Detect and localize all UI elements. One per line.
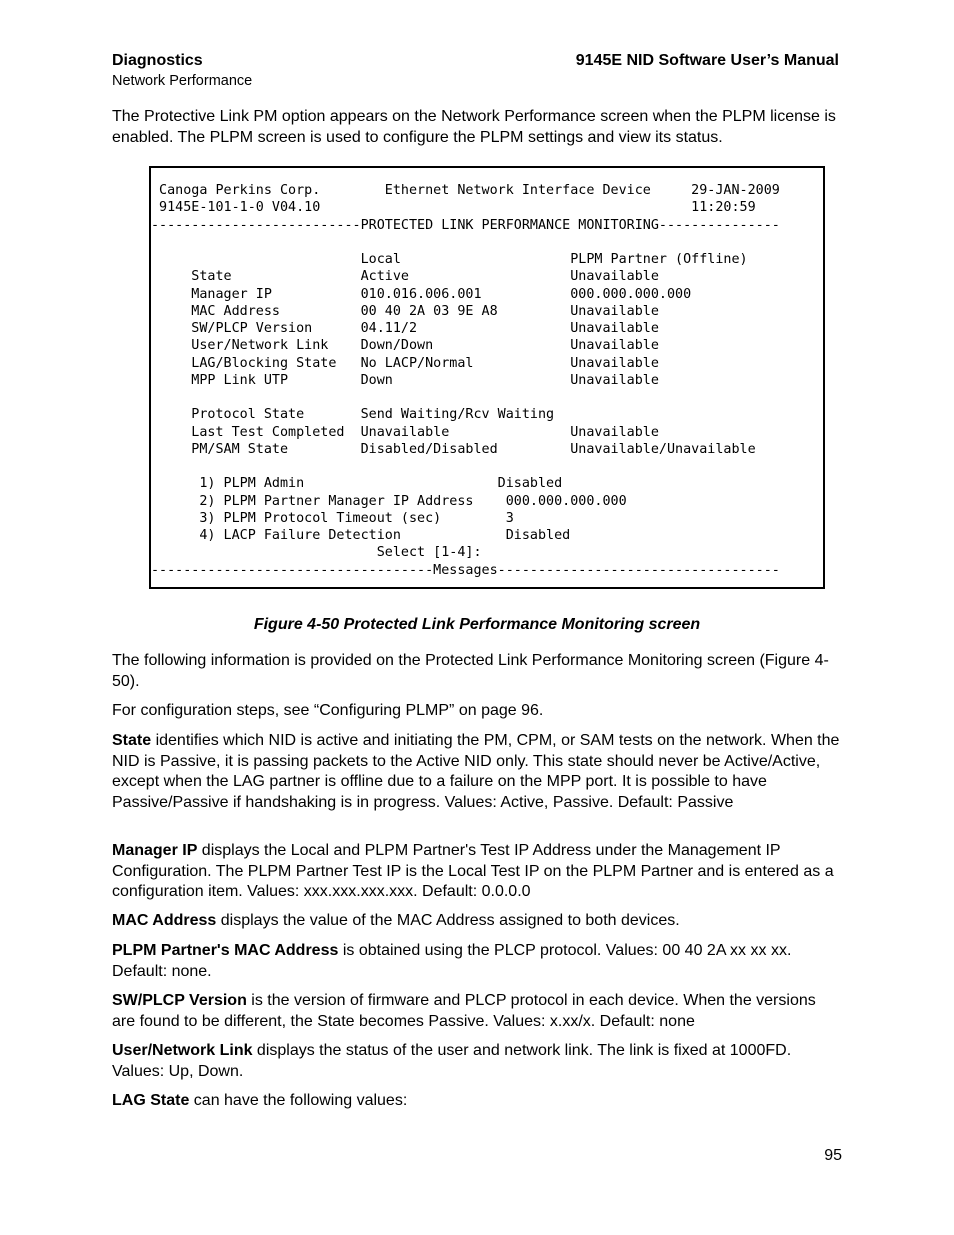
partner-mac-paragraph <box>112 941 842 982</box>
sw-plcp-description: is the version of firmware and PLCP protocol in each device. When the versions are found to be different, the State becomes Passive. Values: x.xx/x. Default: none <box>112 992 816 1030</box>
terminal-line <box>151 458 780 475</box>
terminal-text <box>151 182 780 579</box>
terminal-line: Protocol State Send Waiting/Rcv Waiting <box>151 407 555 423</box>
terminal-line: --------------------------PROTECTED LINK PERFORMANCE MONITORING--------------- <box>151 217 780 233</box>
page-header-section: Diagnostics <box>112 52 203 69</box>
manager-ip-paragraph <box>112 841 842 903</box>
terminal-line: SW/PLCP Version 04.11/2 Unavailable <box>151 321 659 336</box>
link-term: User/Network Link <box>112 1042 253 1059</box>
mac-address-paragraph <box>112 911 842 932</box>
terminal-line: 3) PLPM Protocol Timeout (sec) 3 <box>151 510 514 526</box>
manager-ip-description: displays the Local and PLPM Partner's Test IP Address under the Management IP Configuration. The PLPM Partner Test IP is the Local Test IP on the PLPM Partner and is entered as a configuration item. Values: xxx.xxx.xxx.xxx. Default: 0.0.0.0 <box>112 842 834 900</box>
figure-caption: Figure 4-50 Protected Link Performance Monitoring screen <box>253 616 701 633</box>
state-description: identifies which NID is active and initiating the PM, CPM, or SAM tests on the network. When the NID is Passive, it is passing packets to the Active NID only. This state should never be Active/Active, except when the LAG partner is offline due to a failure on the MPP port. It is possible to have Passive/Passive if handshaking is in progress. Values: Active, Passive. Default: Passive <box>112 732 840 811</box>
terminal-line: State Active Unavailable <box>151 269 659 285</box>
terminal-line: Canoga Perkins Corp. Ethernet Network Interface Device 29-JAN-2009 <box>151 183 780 198</box>
page-header-manual-title: 9145E NID Software User’s Manual <box>575 52 839 69</box>
partner-mac-term: PLPM Partner's MAC Address <box>112 942 339 959</box>
sw-plcp-term: SW/PLCP Version <box>112 992 247 1009</box>
state-term: State <box>112 732 152 749</box>
terminal-line: LAG/Blocking State No LACP/Normal Unavailable <box>151 355 659 371</box>
terminal-line: 1) PLPM Admin Disabled <box>151 476 563 492</box>
info-paragraph: The following information is provided on the Protected Link Performance Monitoring screen (Figure 4-50). <box>112 652 829 690</box>
terminal-line: Last Test Completed Unavailable Unavailable <box>151 424 659 440</box>
terminal-line: MAC Address 00 40 2A 03 9E A8 Unavailable <box>151 303 659 319</box>
partner-mac-description: is obtained using the PLCP protocol. Values: 00 40 2A xx xx xx. Default: none. <box>112 942 792 980</box>
page-number: 95 <box>824 1147 842 1164</box>
page-header-subsection: Network Performance <box>112 73 253 89</box>
lag-state-description: can have the following values: <box>189 1092 408 1109</box>
config-reference-paragraph: For configuration steps, see “Configuring PLMP” on page 96. <box>112 702 544 719</box>
mac-address-term: MAC Address <box>112 912 217 929</box>
terminal-line: User/Network Link Down/Down Unavailable <box>151 338 659 354</box>
terminal-line: Local PLPM Partner (Offline) <box>151 252 748 267</box>
terminal-line: MPP Link UTP Down Unavailable <box>151 372 659 388</box>
terminal-line: 9145E-101-1-0 V04.10 11:20:59 <box>151 200 756 216</box>
terminal-line: Select [1-4]: <box>151 545 482 561</box>
terminal-line: Manager IP 010.016.006.001 000.000.000.000 <box>151 286 692 302</box>
lag-state-term: LAG State <box>112 1092 190 1109</box>
sw-plcp-paragraph <box>112 991 842 1032</box>
terminal-line: 4) LACP Failure Detection Disabled <box>151 528 571 543</box>
terminal-line <box>151 234 780 251</box>
link-description: displays the status of the user and network link. The link is fixed at 1000FD. Values: Up, Down. <box>112 1042 792 1080</box>
terminal-line: PM/SAM State Disabled/Disabled Unavailable/Unavailable <box>151 441 756 457</box>
manager-ip-term: Manager IP <box>112 842 198 859</box>
terminal-screen <box>149 166 825 589</box>
state-paragraph <box>112 731 842 813</box>
terminal-line <box>151 389 780 406</box>
mac-address-description: displays the value of the MAC Address assigned to both devices. <box>216 912 680 929</box>
lag-state-paragraph <box>112 1091 842 1112</box>
link-paragraph <box>112 1041 842 1082</box>
intro-paragraph: The Protective Link PM option appears on the Network Performance screen when the PLPM license is enabled. The PLPM screen is used to configure the PLPM settings and view its status. <box>112 108 836 146</box>
terminal-line: -----------------------------------Messages----------------------------------- <box>151 562 780 578</box>
terminal-line: 2) PLPM Partner Manager IP Address 000.000.000.000 <box>151 493 627 509</box>
